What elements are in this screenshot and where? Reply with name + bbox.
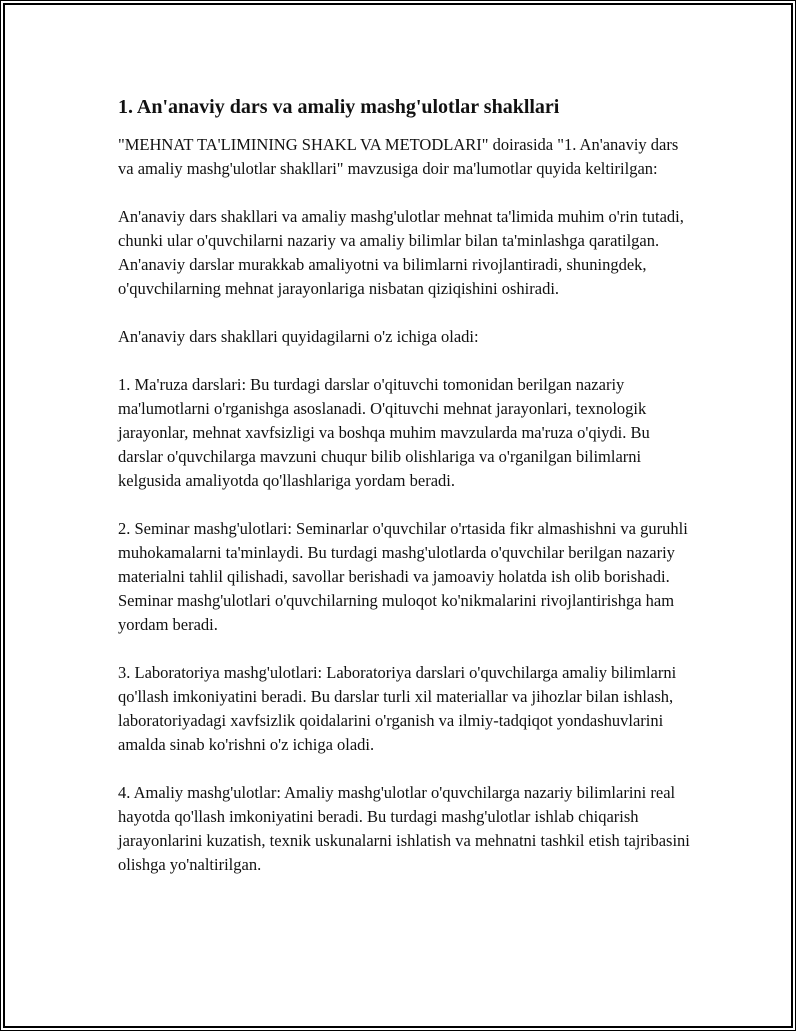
list-item-practical: 4. Amaliy mashg'ulotlar: Amaliy mashg'ulotlar o'quvchilarga nazariy bilimlarini real hayotda qo'llash imkoniyatini beradi. Bu turdagi mashg'ulotlar ishlab chiqarish jarayonlarini kuzatish, texnik uskunalarni ishlatish va mehnatni tashkil etish tajribasini olishga yo'naltirilgan. (118, 783, 690, 874)
list-item-laboratory: 3. Laboratoriya mashg'ulotlari: Laboratoriya darslari o'quvchilarga amaliy bilimlarni qo'llash imkoniyatini beradi. Bu darslar turli xil materiallar va jihozlar bilan ishlash, laboratoriyadagi xavfsizlik qoidalarini o'rganish va ilmiy-tadqiqot yondashuvlarini amalda sinab ko'rishni o'z ichiga oladi. (118, 663, 677, 754)
overview-paragraph: An'anaviy dars shakllari va amaliy mashg'ulotlar mehnat ta'limida muhim o'rin tutadi, chunki ular o'quvchilarni nazariy va amaliy bilimlar bilan ta'minlashga qaratilgan. An'anaviy darslar murakkab amaliyotni va bilimlarni rivojlantiradi, shuningdek, o'quvchilarning mehnat jarayonlariga nisbatan qiziqishini oshiradi. (118, 207, 684, 298)
document-title: 1. An'anaviy dars va amaliy mashg'ulotlar shakllari (118, 96, 560, 118)
intro-paragraph: "MEHNAT TA'LIMINING SHAKL VA METODLARI" doirasida "1. An'anaviy dars va amaliy mashg'ulotlar shakllari" mavzusiga doir ma'lumotlar quyida keltirilgan: (118, 135, 679, 178)
list-intro-paragraph: An'anaviy dars shakllari quyidagilarni o'z ichiga oladi: (118, 327, 479, 346)
list-item-lectures: 1. Ma'ruza darslari: Bu turdagi darslar o'qituvchi tomonidan berilgan nazariy ma'lumotlarni o'rganishga asoslanadi. O'qituvchi mehnat jarayonlari, texnologik jarayonlar, mehnat xavfsizligi va boshqa muhim mavzularda ma'ruza o'qiydi. Bu darslar o'quvchilarga mavzuni chuqur bilib olishlariga va o'rganilgan bilimlarni kelgusida amaliyotda qo'llashlariga yordam beradi. (118, 375, 650, 490)
document-body (118, 93, 690, 901)
list-item-seminars: 2. Seminar mashg'ulotlari: Seminarlar o'quvchilar o'rtasida fikr almashishni va guruhli muhokamalarni ta'minlaydi. Bu turdagi mashg'ulotlarda o'quvchilar berilgan nazariy materialni tahlil qilishadi, savollar berishadi va jamoaviy holatda ish olib borishadi. Seminar mashg'ulotlari o'quvchilarning muloqot ko'nikmalarini rivojlantirishga ham yordam beradi. (118, 519, 688, 634)
